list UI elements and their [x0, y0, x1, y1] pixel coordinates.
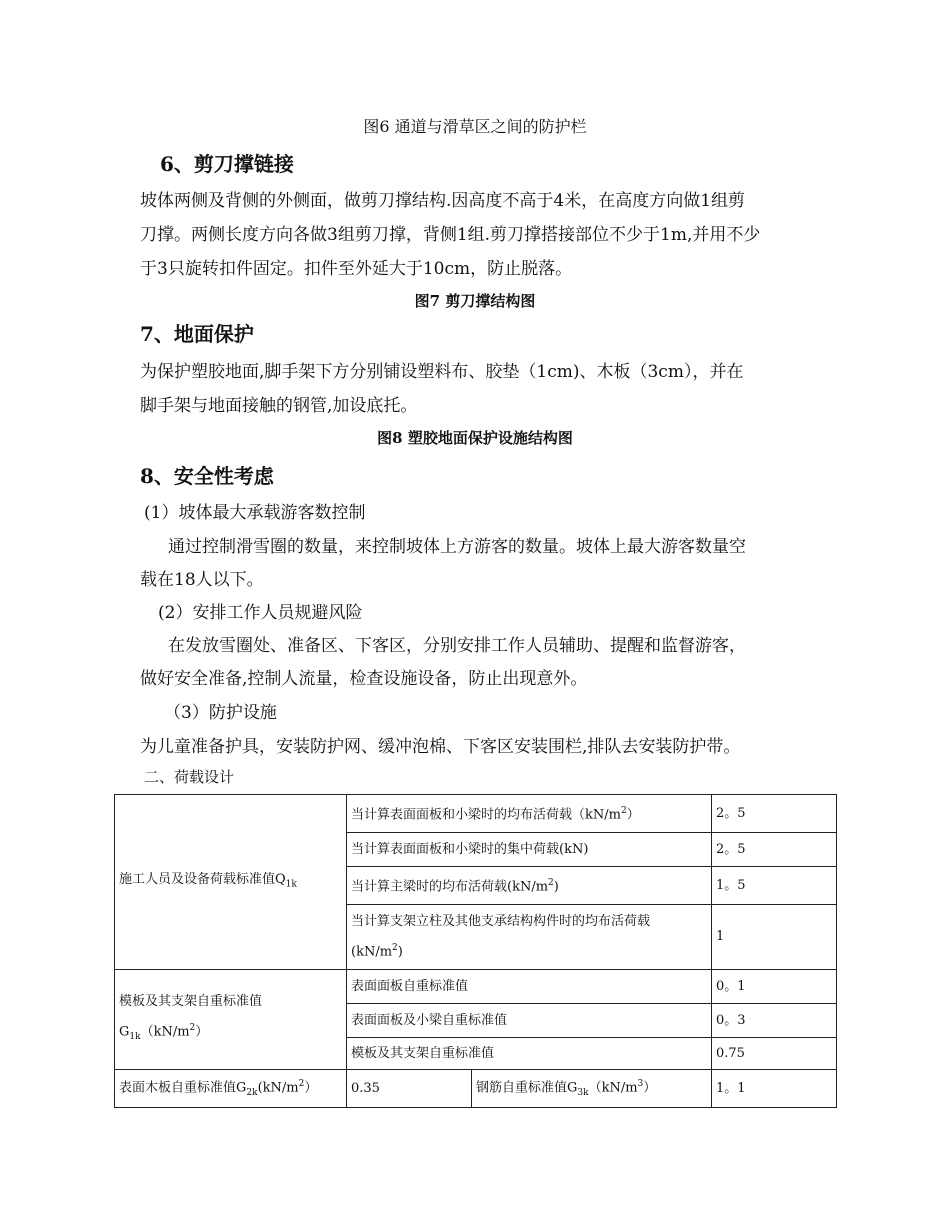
load-design-table [114, 794, 837, 1108]
item-1-line-2: 载在18人以下。 [140, 570, 264, 590]
g3k-value-cell: 1。1 [712, 1070, 837, 1108]
item-3-title: （3）防护设施 [164, 703, 277, 723]
item-2-line-1: 在发放雪圈处、准备区、下客区，分别安排工作人员辅助、提醒和监督游客， [168, 636, 746, 656]
table-row [115, 795, 837, 833]
g1k-row-3-label: 模板及其支架自重标准值 [347, 1038, 712, 1070]
g2k-label-cell: 表面木板自重标准值$G_{2k}(kN/m^2)$ [115, 1070, 347, 1108]
q1k-row-1-label: 当计算表面面板和小梁时的均布活荷载$(kN/m^2)$ [347, 795, 712, 833]
item-3-line-1: 为儿童准备护具，安装防护网、缓冲泡棉、下客区安装围栏,排队去安装防护带。 [140, 737, 741, 757]
q1k-row-4-label: 当计算支架立柱及其他支承结构构件时的均布活荷载 $(kN/m^2)$ [347, 905, 712, 970]
g1k-category-cell: 模板及其支架自重标准值 $G_{1k}(kN/m^2)$ [115, 970, 347, 1070]
section-7-line-1: 为保护塑胶地面,脚手架下方分别铺设塑料布、胶垫（1cm)、木板（3cm），并在 [140, 362, 744, 382]
section-7-line-2: 脚手架与地面接触的钢管,加设底托。 [140, 396, 418, 416]
q1k-row-1-value: 2。5 [712, 795, 837, 833]
item-2-title: (2）安排工作人员规避风险 [158, 603, 363, 623]
g1k-row-3-value: 0.75 [712, 1038, 837, 1070]
item-2-line-2: 做好安全准备,控制人流量，检查设施设备，防止出现意外。 [140, 669, 588, 689]
q1k-row-2-label: 当计算表面面板和小梁时的集中荷载(kN) [347, 833, 712, 867]
q1k-row-3-value: 1。5 [712, 867, 837, 905]
q1k-row-4-value: 1 [712, 905, 837, 970]
section-6-line-1: 坡体两侧及背侧的外侧面，做剪刀撑结构.因高度不高于4米，在高度方向做1组剪 [140, 191, 746, 211]
figure-8-caption: 图8 塑胶地面保护设施结构图 [377, 429, 573, 447]
q1k-category-cell: 施工人员及设备荷载标准值$Q_{1k}$ [115, 795, 347, 970]
figure-6-caption: 图6 通道与滑草区之间的防护栏 [363, 117, 587, 136]
item-1-title: (1）坡体最大承载游客数控制 [144, 503, 366, 523]
section-8-heading: 8、安全性考虑 [140, 464, 274, 488]
g2k-value-cell: 0.35 [347, 1070, 472, 1108]
g1k-row-1-label: 表面面板自重标准值 [347, 970, 712, 1004]
section-6-heading: 6、剪刀撑链接 [160, 152, 294, 176]
table-row [115, 1070, 837, 1108]
q1k-row-3-label: 当计算主梁时的均布活荷载$(kN/m^2)$ [347, 867, 712, 905]
g3k-label-cell: 钢筋自重标准值$G_{3k}(kN/m^3)$ [472, 1070, 712, 1108]
section-6-line-2: 刀撑。两侧长度方向各做3组剪刀撑，背侧1组.剪刀撑搭接部位不少于1m,并用不少 [140, 225, 761, 245]
q1k-row-2-value: 2。5 [712, 833, 837, 867]
table-row [115, 970, 837, 1004]
g1k-row-2-value: 0。3 [712, 1004, 837, 1038]
load-design-heading: 二、荷载设计 [144, 768, 235, 786]
figure-7-caption: 图7 剪刀撑结构图 [414, 292, 536, 310]
g1k-row-1-value: 0。1 [712, 970, 837, 1004]
g1k-row-2-label: 表面面板及小梁自重标准值 [347, 1004, 712, 1038]
item-1-line-1: 通过控制滑雪圈的数量，来控制坡体上方游客的数量。坡体上最大游客数量空 [168, 537, 746, 557]
section-7-heading: 7、地面保护 [140, 322, 254, 346]
section-6-line-3: 于3只旋转扣件固定。扣件至外延大于10cm，防止脱落。 [140, 259, 573, 279]
